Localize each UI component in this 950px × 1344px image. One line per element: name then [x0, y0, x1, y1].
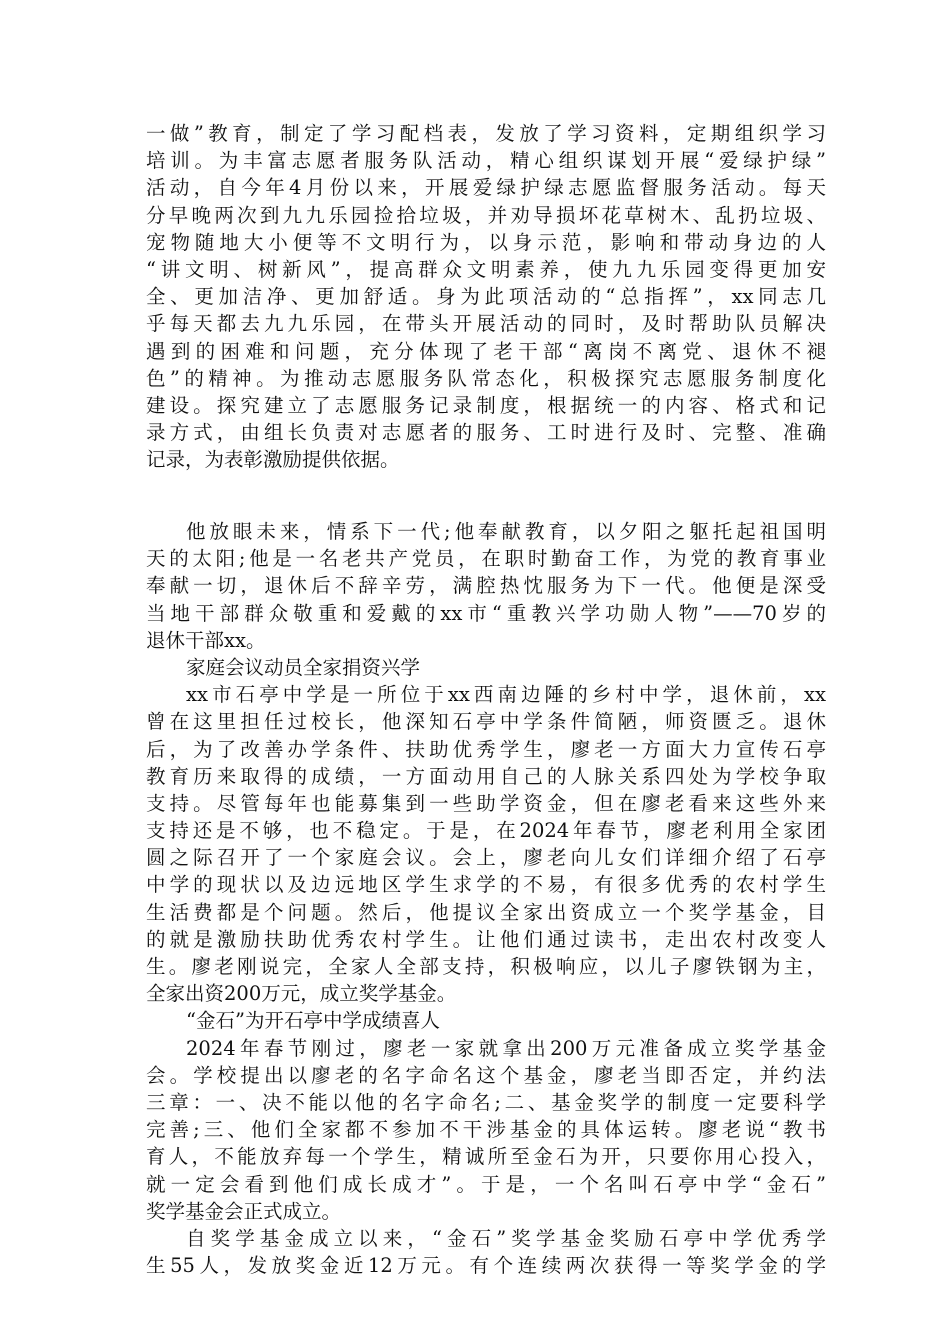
text-line: 生55人，发放奖金近12万元。有个连续两次获得一等奖学金的学: [146, 1254, 826, 1278]
text-line: 会。学校提出以廖老的名字命名这个基金，廖老当即否定，并约法: [146, 1063, 826, 1087]
text-line: 生活费都是个问题。然后，他提议全家出资成立一个奖学基金，目: [146, 900, 826, 924]
text-line: 圆之际召开了一个家庭会议。会上，廖老向儿女们详细介绍了石亭: [146, 846, 826, 870]
paragraph-scholarship-founding: [146, 1035, 826, 1225]
text-line: 2024年春节刚过，廖老一家就拿出200万元准备成立奖学基金: [186, 1036, 826, 1060]
text-line: 记录，为表彰激励提供依据。: [146, 448, 400, 472]
text-line: 一做”教育，制定了学习配档表，发放了学习资料，定期组织学习: [146, 122, 826, 145]
text-line: 活动，自今年4月份以来，开展爱绿护绿志愿监督服务活动。每天: [146, 176, 826, 200]
text-line: 宠物随地大小便等不文明行为，以身示范，影响和带动身边的人: [146, 230, 826, 254]
text-line: 曾在这里担任过校长，他深知石亭中学条件简陋，师资匮乏。退休: [146, 710, 826, 734]
text-line: 当地干部群众敬重和爱戴的xx市“重教兴学功勋人物”——70岁的: [146, 601, 826, 625]
text-line: 乎每天都去九九乐园，在带头开展活动的同时，及时帮助队员解决: [146, 312, 826, 336]
paragraph-scholarship-results: [146, 1225, 826, 1279]
text-line: 建设。探究建立了志愿服务记录制度，根据统一的内容、格式和记: [146, 393, 826, 417]
section-heading-family-meeting: 家庭会议动员全家捐资兴学: [186, 655, 421, 679]
text-line: 全、更加洁净、更加舒适。身为此项活动的“总指挥”，xx同志几: [146, 285, 826, 309]
text-line: 育人，不能放弃每一个学生，精诚所至金石为开，只要你用心投入，: [146, 1145, 826, 1169]
text-line: 就一定会看到他们成长成才”。于是，一个名叫石亭中学“金石”: [146, 1172, 826, 1196]
text-line: 奉献一切，退休后不辞辛劳，满腔热忱服务为下一代。他便是深受: [146, 574, 826, 598]
text-line: 支持还是不够，也不稳定。于是，在2024年春节，廖老利用全家团: [146, 819, 826, 843]
text-line: 天的太阳;他是一名老共产党员，在职时勤奋工作，为党的教育事业: [146, 547, 826, 571]
text-line: 教育历来取得的成绩，一方面动用自己的人脉关系四处为学校争取: [146, 764, 826, 788]
text-line: 自奖学基金成立以来，“金石”奖学基金奖励石亭中学优秀学: [186, 1226, 826, 1250]
text-block-volunteer: [146, 120, 826, 473]
text-line: xx市石亭中学是一所位于xx西南边陲的乡村中学，退休前，xx: [186, 683, 826, 707]
text-line: 的就是激励扶助优秀农村学生。让他们通过读书，走出农村改变人: [146, 927, 826, 951]
text-line: 奖学基金会正式成立。: [146, 1199, 342, 1223]
text-line: 全家出资200万元，成立奖学基金。: [146, 982, 457, 1006]
text-block-education: [146, 518, 826, 1279]
paragraph-family-meeting: [146, 681, 826, 1007]
text-line: 生。廖老刚说完，全家人全部支持，积极响应，以儿子廖铁钢为主，: [146, 955, 826, 978]
text-line: 他放眼未来，情系下一代;他奉献教育，以夕阳之躯托起祖国明: [186, 520, 826, 543]
text-line: 支持。尽管每年也能募集到一些助学资金，但在廖老看来这些外来: [146, 791, 826, 815]
text-line: 录方式，由组长负责对志愿者的服务、工时进行及时、完整、准确: [146, 421, 826, 445]
text-line: 三章：一、决不能以他的名字命名;二、基金奖学的制度一定要科学: [146, 1090, 826, 1114]
text-line: 遇到的困难和问题，充分体现了老干部“离岗不离党、退休不褪: [146, 339, 826, 363]
text-line: 培训。为丰富志愿者服务队活动，精心组织谋划开展“爱绿护绿”: [146, 149, 826, 173]
text-line: “讲文明、树新风”，提高群众文明素养，使九九乐园变得更加安: [146, 257, 826, 281]
text-line: 色”的精神。为推动志愿服务队常态化，积极探究志愿服务制度化: [146, 366, 826, 390]
text-line: 中学的现状以及边远地区学生求学的不易，有很多优秀的农村学生: [146, 873, 826, 897]
text-line: 完善;三、他们全家都不参加不干涉基金的具体运转。廖老说“教书: [146, 1118, 826, 1142]
section-heading-jinshi: “金石”为开石亭中学成绩喜人: [186, 1009, 440, 1033]
paragraph-volunteer-service: [146, 120, 826, 473]
text-line: 后，为了改善办学条件、扶助优秀学生，廖老一方面大力宣传石亭: [146, 737, 826, 761]
text-line: 退休干部xx。: [146, 628, 266, 652]
text-line: 分早晚两次到九九乐园捡拾垃圾，并劝导损坏花草树木、乱扔垃圾、: [146, 203, 826, 227]
paragraph-intro: [146, 518, 826, 654]
